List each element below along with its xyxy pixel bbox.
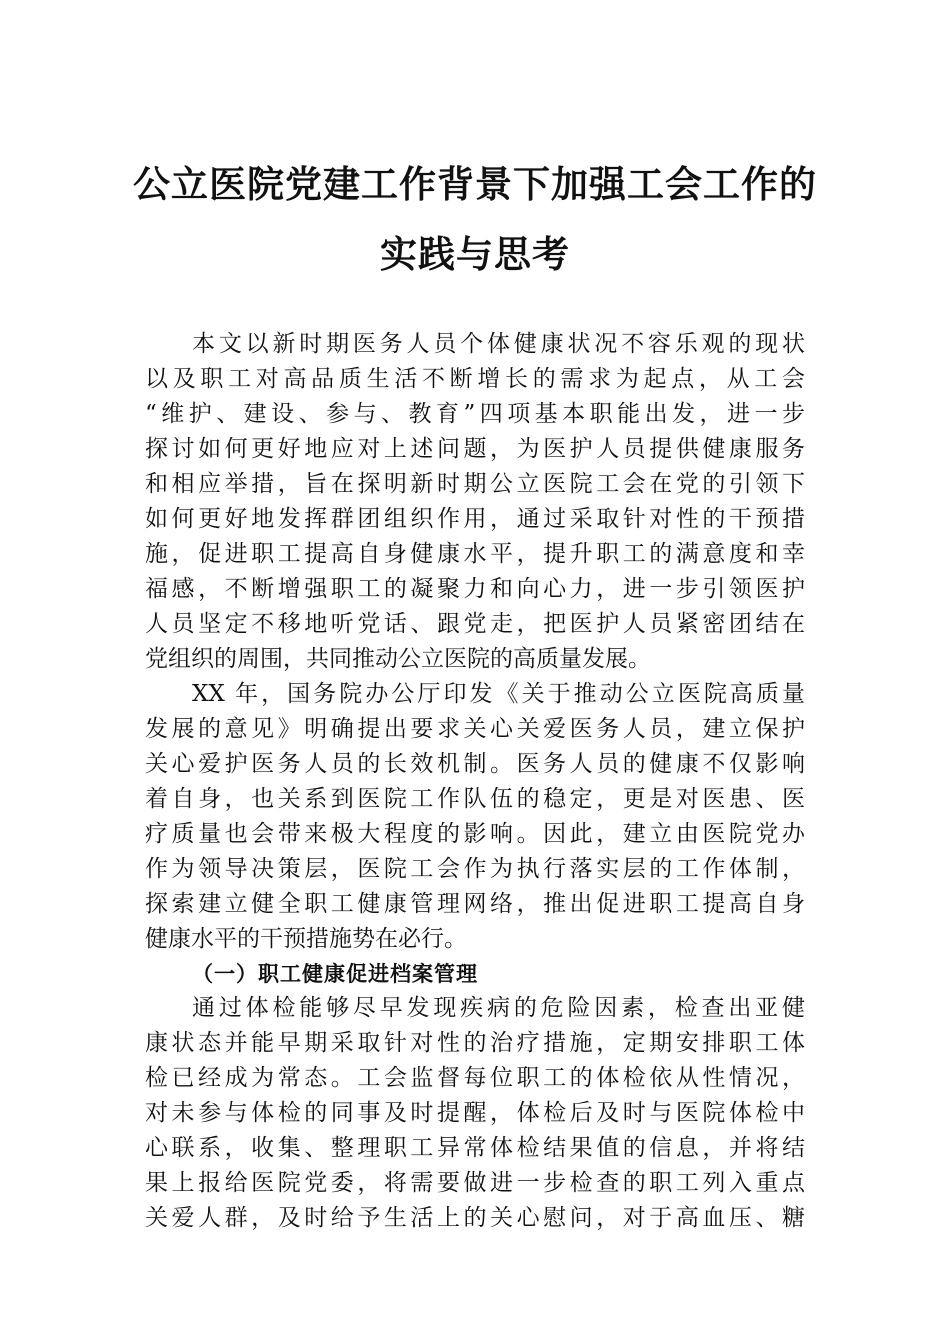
- paragraph-1-line-6: 如何更好地发挥群团组织作用，通过采取针对性的干预措: [145, 506, 805, 532]
- paragraph-1-line-8: 福感，不断增强职工的凝聚力和向心力，进一步引领医护: [145, 576, 805, 602]
- paragraph-3-line-1: 通过体检能够尽早发现疾病的危险因素，检查出亚健: [192, 995, 805, 1021]
- document-title-line-2: 实践与思考: [380, 232, 570, 276]
- paragraph-2-line-3: 关心爱护医务人员的长效机制。医务人员的健康不仅影响: [145, 751, 805, 777]
- paragraph-3-line-2: 康状态并能早期采取针对性的治疗措施，定期安排职工体: [145, 1030, 805, 1056]
- paragraph-3-line-3: 检已经成为常态。工会监督每位职工的体检依从性情况，: [145, 1065, 805, 1091]
- paragraph-1-line-2: 以及职工对高品质生活不断增长的需求为起点，从工会: [145, 366, 805, 392]
- paragraph-3-line-5: 心联系，收集、整理职工异常体检结果值的信息，并将结: [145, 1135, 805, 1161]
- paragraph-3-line-4: 对未参与体检的同事及时提醒，体检后及时与医院体检中: [145, 1100, 805, 1126]
- paragraph-1-line-5: 和相应举措，旨在探明新时期公立医院工会在党的引领下: [145, 471, 805, 497]
- paragraph-2-line-1: XX 年，国务院办公厅印发《关于推动公立医院高质量: [192, 681, 805, 707]
- paragraph-2-line-6: 作为领导决策层，医院工会作为执行落实层的工作体制，: [145, 856, 805, 882]
- paragraph-2-line-5: 疗质量也会带来极大程度的影响。因此，建立由医院党办: [145, 821, 805, 847]
- paragraph-1-line-3: “维护、建设、参与、教育”四项基本职能出发，进一步: [145, 401, 805, 427]
- paragraph-2-line-4: 着自身，也关系到医院工作队伍的稳定，更是对医患、医: [145, 786, 805, 812]
- paragraph-2-line-7: 探索建立健全职工健康管理网络，推出促进职工提高自身: [145, 891, 805, 917]
- paragraph-1-line-4: 探讨如何更好地应对上述问题，为医护人员提供健康服务: [145, 436, 805, 462]
- paragraph-3-line-7: 关爱人群，及时给予生活上的关心慰问，对于高血压、糖: [145, 1205, 805, 1231]
- paragraph-2-line-8: 健康水平的干预措施势在必行。: [145, 926, 467, 952]
- paragraph-1-line-7: 施，促进职工提高自身健康水平，提升职工的满意度和幸: [145, 541, 805, 567]
- paragraph-3-line-6: 果上报给医院党委，将需要做进一步检查的职工列入重点: [145, 1170, 805, 1196]
- paragraph-2-line-2: 发展的意见》明确提出要求关心关爱医务人员，建立保护: [145, 716, 805, 742]
- paragraph-1-line-1: 本文以新时期医务人员个体健康状况不容乐观的现状: [192, 331, 805, 357]
- document-title-line-1: 公立医院党建工作背景下加强工会工作的: [133, 162, 817, 206]
- paragraph-1-line-9: 人员坚定不移地听党话、跟党走，把医护人员紧密团结在: [145, 611, 805, 637]
- section-heading: （一）职工健康促进档案管理: [192, 961, 478, 986]
- paragraph-1-line-10: 党组织的周围，共同推动公立医院的高质量发展。: [145, 646, 651, 672]
